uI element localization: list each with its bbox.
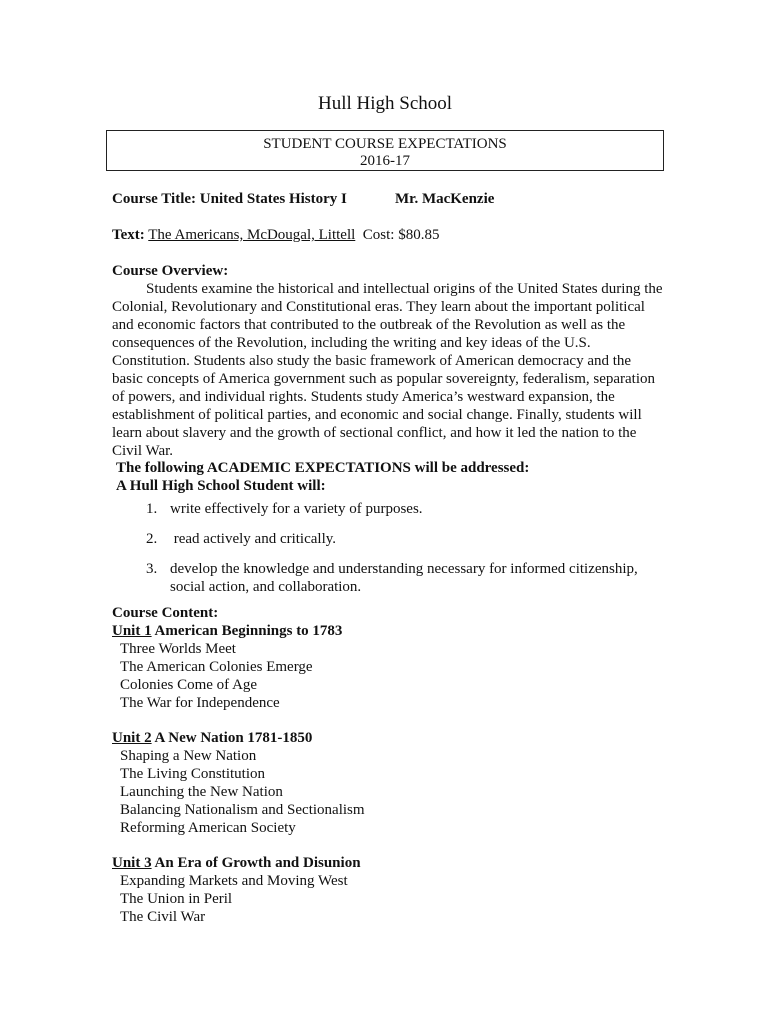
unit-topic: Reforming American Society <box>120 820 296 836</box>
unit-topic: Shaping a New Nation <box>120 748 257 764</box>
list-text: read actively and critically. <box>170 531 337 547</box>
unit-3-heading <box>112 854 361 872</box>
text-label: Text: <box>112 227 145 243</box>
teacher-name: Mr. MacKenzie <box>395 191 495 207</box>
unit-topic: The War for Independence <box>120 695 280 711</box>
expectations-list <box>146 500 666 596</box>
document-title: STUDENT COURSE EXPECTATIONS <box>263 136 507 152</box>
unit-topic: The Living Constitution <box>120 766 265 782</box>
unit-topic: Expanding Markets and Moving West <box>120 873 348 889</box>
unit-title: American Beginnings to 1783 <box>151 623 343 639</box>
expectations-title-box <box>106 130 664 171</box>
unit-topic: Launching the New Nation <box>120 784 283 800</box>
list-item <box>146 500 666 518</box>
unit-topic: The American Colonies Emerge <box>120 659 313 675</box>
unit-topic: Colonies Come of Age <box>120 677 258 693</box>
unit-topic: Three Worlds Meet <box>120 641 236 657</box>
expectations-intro: The following ACADEMIC EXPECTATIONS will be addressed: <box>116 460 530 476</box>
list-number: 1. <box>146 501 158 517</box>
course-title: Course Title: United States History I <box>112 191 347 207</box>
unit-title: A New Nation 1781-1850 <box>151 730 313 746</box>
list-number: 3. <box>146 561 158 577</box>
unit-title: An Era of Growth and Disunion <box>151 855 361 871</box>
unit-1-heading <box>112 622 342 640</box>
unit-topic: Balancing Nationalism and Sectionalism <box>120 802 365 818</box>
expectations-subintro: A Hull High School Student will: <box>116 478 326 494</box>
unit-label: Unit 3 <box>112 855 152 871</box>
school-name: Hull High School <box>317 93 453 114</box>
course-content-heading: Course Content: <box>112 605 219 621</box>
unit-2-heading <box>112 729 312 747</box>
list-item <box>146 560 666 596</box>
unit-label: Unit 1 <box>112 623 152 639</box>
textbook-cost: Cost: $80.85 <box>362 227 440 243</box>
overview-paragraph: Students examine the historical and intellectual origins of the United States during the Colonial, Revolutionary and Constitutional eras. They learn about the important political and economic factors that contributed to the outbreak of the Revolution as well as the consequences of the Revolution, including the writing and key ideas of the U.S. Constitution. Students also study the basic framework of American democracy and the basic concepts of America government such as popular sovereignty, federalism, separation of powers, and individual rights. Students study America’s westward expansion, the establishment of political parties, and economic and social change. Finally, students will learn about slavery and the growth of sectional conflict, and how it led the nation to the Civil War. <box>112 281 663 459</box>
school-year: 2016-17 <box>360 153 410 169</box>
unit-topic: The Union in Peril <box>120 891 233 907</box>
overview-heading: Course Overview: <box>112 263 229 279</box>
unit-topic: The Civil War <box>120 909 206 925</box>
textbook-row <box>112 226 439 244</box>
course-title-row <box>112 190 495 208</box>
textbook-title: The Americans, McDougal, Littell <box>148 227 356 243</box>
list-text: develop the knowledge and understanding necessary for informed citizenship, social action, and collaboration. <box>170 561 638 595</box>
unit-label: Unit 2 <box>112 730 152 746</box>
list-text: write effectively for a variety of purposes. <box>170 501 423 517</box>
list-item <box>146 530 666 548</box>
list-number: 2. <box>146 531 158 547</box>
